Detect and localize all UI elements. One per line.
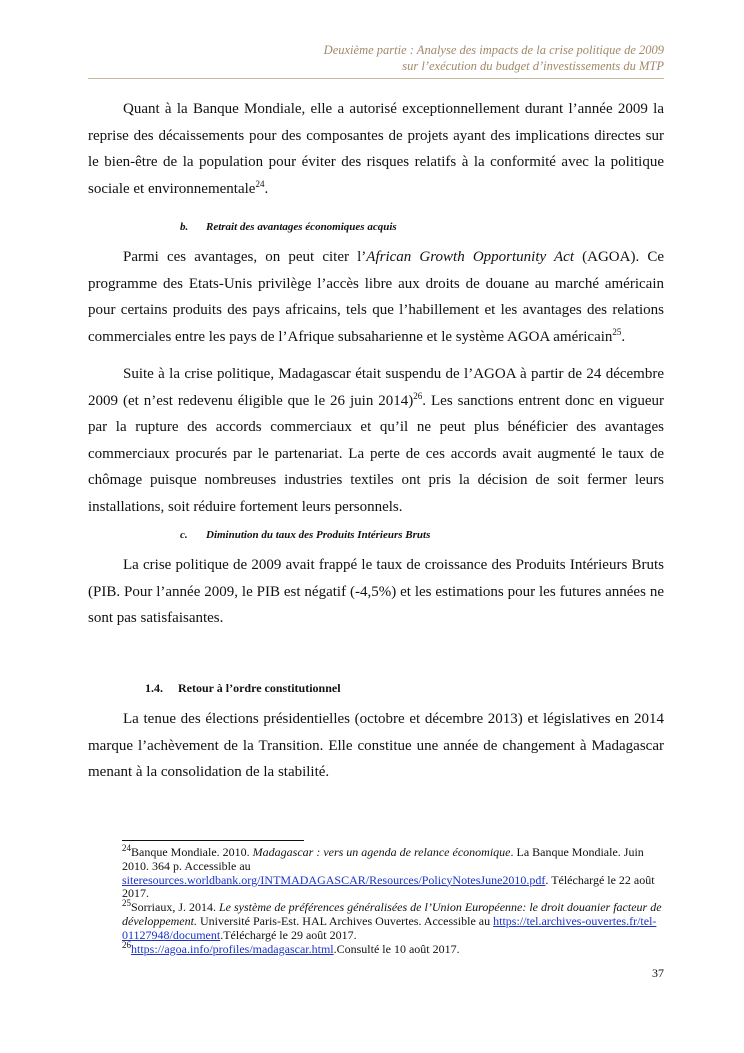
footnote-text: . Téléchargé le 22 août 2017. <box>122 872 655 901</box>
footnote-title: Madagascar : vers un agenda de relance économique <box>252 845 511 859</box>
subheading-title: Diminution du taux des Produits Intérieurs Bruts <box>206 529 431 541</box>
paragraph-text: La crise politique de 2009 avait frappé le taux de croissance des Produits Intérieurs Bruts (PIB. Pour l’année 2009, le PIB est négatif (-4,5%) et les estimations pour les futures années ne sont pas satisfaisantes. <box>88 557 664 626</box>
footnote-ref-25[interactable]: 25 <box>612 326 622 337</box>
subheading-b <box>180 221 397 233</box>
paragraph-agoa-suspension <box>88 361 664 520</box>
paragraphs-agoa <box>88 244 664 520</box>
paragraph-pib <box>88 552 664 632</box>
footnote-ref-24[interactable]: 24 <box>255 178 265 189</box>
footnote-title: Le système de préférences généralisées de l’Union Européenne: le droit douanier facteur de développement. <box>122 900 662 928</box>
subheading-title: Retrait des avantages économiques acquis <box>206 221 397 233</box>
paragraph-world-bank <box>88 96 664 202</box>
paragraph-agoa-intro <box>88 244 664 350</box>
running-header-line-1: Deuxième partie : Analyse des impacts de la crise politique de 2009 <box>323 43 664 57</box>
paragraph-text: . Les sanctions entrent donc en vigueur par la rupture des accords commerciaux et qu’il ne peut plus bénéficier des avantages commerciaux procurés par le partenariat. La perte de ces accords avait augmenté le taux de chômage puisque nombreuses industries textiles ont pris la décision de soit fermer leurs installations, soit réduire fortement leurs personnels. <box>88 392 665 515</box>
paragraph-text: Suite à la crise politique, Madagascar était suspendu de l’AGOA à partir de 24 décembre 2009 (et n’est redevenu éligible que le 26 juin 2014) <box>88 366 664 409</box>
footnote-25 <box>122 898 664 942</box>
footnote-number: 24 <box>122 843 131 853</box>
section-heading-1-4 <box>145 681 341 696</box>
page-number: 37 <box>652 966 664 980</box>
subheading-c <box>180 529 430 541</box>
footnote-text: Banque Mondiale. 2010. <box>131 845 253 859</box>
footnote-ref-26[interactable]: 26 <box>413 390 423 401</box>
footnote-number: 25 <box>122 898 131 909</box>
paragraph-elections <box>88 706 664 786</box>
footnote-link[interactable]: https://tel.archives-ouvertes.fr/tel-01127948/document <box>122 913 657 942</box>
footnote-number: 26 <box>122 939 131 950</box>
paragraph-end: . <box>621 328 626 345</box>
running-header-line-2: sur l’exécution du budget d’investissements du MTP <box>402 59 664 73</box>
footnote-26 <box>122 939 664 957</box>
paragraph-text: Quant à la Banque Mondiale, elle a autorisé exceptionnellement durant l’année 2009 la reprise des décaissements pour des composantes de projets ayant des implications directes sur le bien-être de la population pour éviter des risques relatifs à la conformité avec la politique sociale et environnementale <box>88 101 664 197</box>
header-divider <box>88 78 664 79</box>
section-title: Retour à l’ordre constitutionnel <box>178 681 341 695</box>
paragraph-text: Parmi ces avantages, on peut citer l’ <box>123 249 367 265</box>
footnote-text: .Téléchargé le 29 août 2017. <box>220 927 357 942</box>
paragraph-end: . <box>264 180 269 197</box>
act-name: African Growth Opportunity Act <box>366 249 574 265</box>
subheading-letter: c. <box>180 529 188 541</box>
footnote-text: Université Paris-Est. HAL Archives Ouvertes. Accessible au <box>196 913 494 928</box>
footnote-link[interactable]: siteresources.worldbank.org/INTMADAGASCAR/Resources/PolicyNotesJune2010.pdf <box>122 872 546 887</box>
running-header <box>324 42 664 74</box>
footnote-text: .Consulté le 10 août 2017. <box>333 941 460 956</box>
section-number: 1.4. <box>145 681 163 695</box>
footnote-text: . La Banque Mondiale. Juin 2010. 364 p. Accessible au <box>122 845 644 873</box>
footnotes <box>122 843 664 956</box>
paragraph-text: (AGOA). Ce programme des Etats-Unis privilège l’accès libre aux droits de douane au marché américain pour certains produits des pays africains, tels que l’habillement et les avantages des relations commerciales entre les pays de l’Afrique subsaharienne et le système AGOA américain <box>88 249 664 345</box>
subheading-letter: b. <box>180 221 189 233</box>
footnote-divider <box>122 840 304 841</box>
paragraph-text: La tenue des élections présidentielles (octobre et décembre 2013) et législatives en 2014 marque l’achèvement de la Transition. Elle constitue une année de changement à Madagascar menant à la consolidation de la stabilité. <box>88 711 664 780</box>
footnote-24 <box>122 843 664 901</box>
footnote-link[interactable]: https://agoa.info/profiles/madagascar.html <box>131 941 334 956</box>
footnote-text: Sorriaux, J. 2014. <box>131 900 219 915</box>
